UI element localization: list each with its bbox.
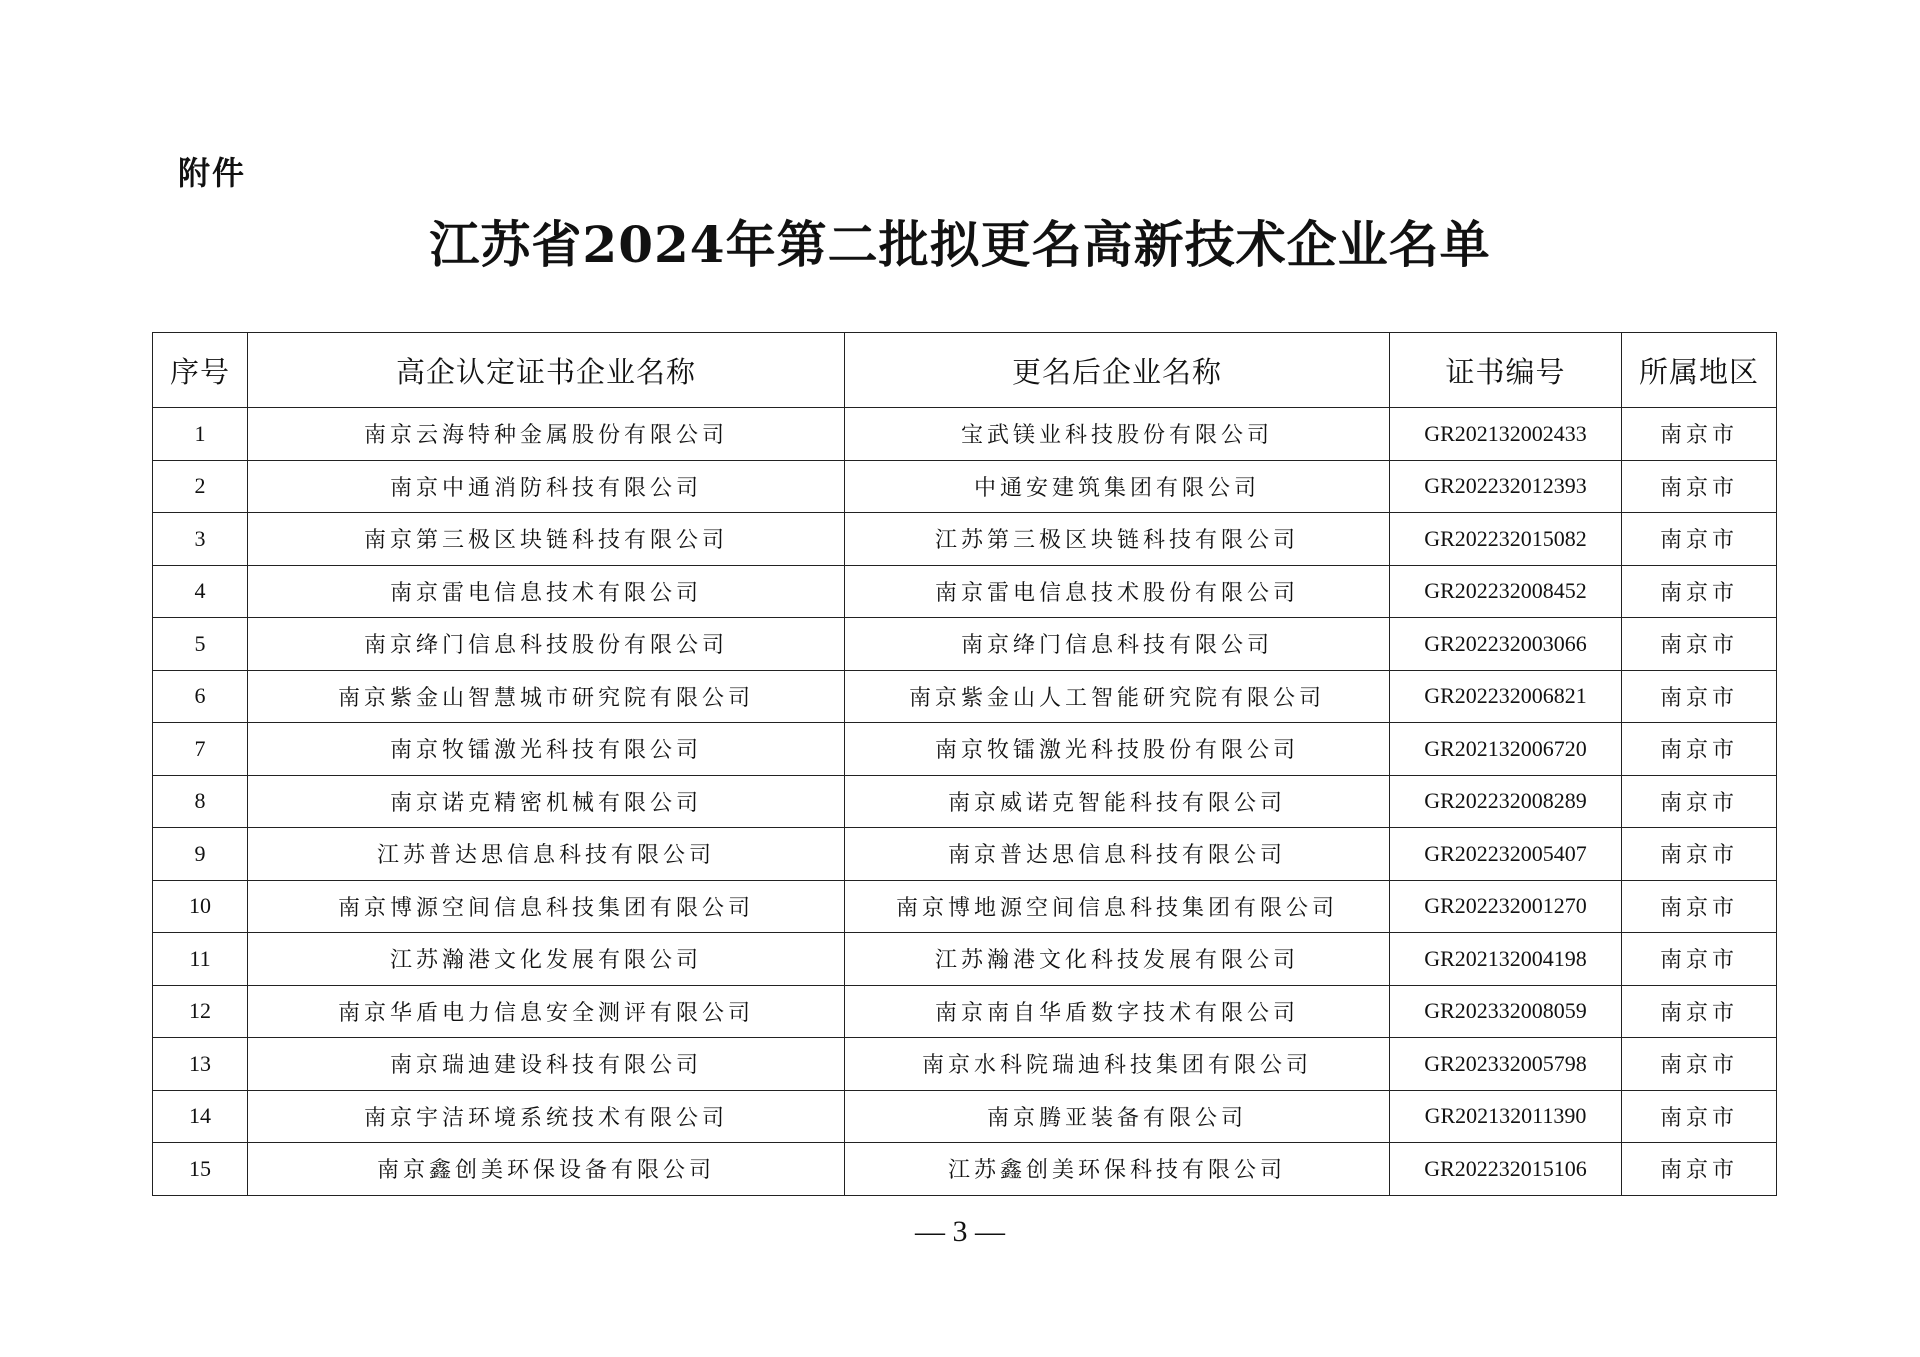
row-new-name: 中通安建筑集团有限公司 <box>845 460 1390 513</box>
row-new-name: 江苏瀚港文化科技发展有限公司 <box>845 933 1390 986</box>
row-original-name: 南京云海特种金属股份有限公司 <box>248 408 845 461</box>
row-certificate-no: GR202332005798 <box>1390 1038 1622 1091</box>
table-row <box>153 880 1777 933</box>
row-index: 9 <box>153 828 248 881</box>
row-new-name: 南京博地源空间信息科技集团有限公司 <box>845 880 1390 933</box>
row-index: 10 <box>153 880 248 933</box>
row-certificate-no: GR202232015106 <box>1390 1143 1622 1196</box>
row-index: 2 <box>153 460 248 513</box>
row-original-name: 江苏瀚港文化发展有限公司 <box>248 933 845 986</box>
table-row <box>153 513 1777 566</box>
row-certificate-no: GR202232006821 <box>1390 670 1622 723</box>
row-new-name: 南京南自华盾数字技术有限公司 <box>845 985 1390 1038</box>
row-index: 1 <box>153 408 248 461</box>
header-region: 所属地区 <box>1622 333 1777 408</box>
row-index: 7 <box>153 723 248 776</box>
row-certificate-no: GR202232005407 <box>1390 828 1622 881</box>
row-region: 南京市 <box>1622 1038 1777 1091</box>
header-index: 序号 <box>153 333 248 408</box>
row-original-name: 南京鑫创美环保设备有限公司 <box>248 1143 845 1196</box>
table-row <box>153 1143 1777 1196</box>
table-header-row <box>153 333 1777 408</box>
row-region: 南京市 <box>1622 408 1777 461</box>
table-row <box>153 775 1777 828</box>
row-region: 南京市 <box>1622 1090 1777 1143</box>
row-original-name: 南京华盾电力信息安全测评有限公司 <box>248 985 845 1038</box>
row-certificate-no: GR202132004198 <box>1390 933 1622 986</box>
row-original-name: 南京博源空间信息科技集团有限公司 <box>248 880 845 933</box>
row-certificate-no: GR202232012393 <box>1390 460 1622 513</box>
row-region: 南京市 <box>1622 460 1777 513</box>
row-certificate-no: GR202232003066 <box>1390 618 1622 671</box>
table-row <box>153 1090 1777 1143</box>
row-certificate-no: GR202132011390 <box>1390 1090 1622 1143</box>
row-index: 14 <box>153 1090 248 1143</box>
row-region: 南京市 <box>1622 513 1777 566</box>
row-new-name: 南京普达思信息科技有限公司 <box>845 828 1390 881</box>
table-row <box>153 670 1777 723</box>
header-certificate-no: 证书编号 <box>1390 333 1622 408</box>
row-region: 南京市 <box>1622 565 1777 618</box>
row-original-name: 南京绛门信息科技股份有限公司 <box>248 618 845 671</box>
row-new-name: 南京紫金山人工智能研究院有限公司 <box>845 670 1390 723</box>
row-new-name: 南京牧镭激光科技股份有限公司 <box>845 723 1390 776</box>
table-row <box>153 985 1777 1038</box>
row-region: 南京市 <box>1622 828 1777 881</box>
row-index: 4 <box>153 565 248 618</box>
row-original-name: 南京紫金山智慧城市研究院有限公司 <box>248 670 845 723</box>
row-certificate-no: GR202232015082 <box>1390 513 1622 566</box>
table-row <box>153 565 1777 618</box>
row-index: 5 <box>153 618 248 671</box>
row-index: 12 <box>153 985 248 1038</box>
row-original-name: 南京第三极区块链科技有限公司 <box>248 513 845 566</box>
document-title: 江苏省2024年第二批拟更名高新技术企业名单 <box>429 215 1491 274</box>
row-certificate-no: GR202232001270 <box>1390 880 1622 933</box>
table-row <box>153 723 1777 776</box>
table-row <box>153 933 1777 986</box>
row-region: 南京市 <box>1622 723 1777 776</box>
row-index: 8 <box>153 775 248 828</box>
row-index: 13 <box>153 1038 248 1091</box>
row-index: 6 <box>153 670 248 723</box>
header-original-name: 高企认定证书企业名称 <box>248 333 845 408</box>
table-row <box>153 408 1777 461</box>
row-new-name: 南京腾亚装备有限公司 <box>845 1090 1390 1143</box>
company-rename-table <box>152 332 1777 1196</box>
row-new-name: 宝武镁业科技股份有限公司 <box>845 408 1390 461</box>
table-row <box>153 828 1777 881</box>
row-new-name: 南京绛门信息科技有限公司 <box>845 618 1390 671</box>
row-original-name: 江苏普达思信息科技有限公司 <box>248 828 845 881</box>
row-certificate-no: GR202132006720 <box>1390 723 1622 776</box>
table-row <box>153 460 1777 513</box>
row-new-name: 江苏第三极区块链科技有限公司 <box>845 513 1390 566</box>
row-new-name: 南京雷电信息技术股份有限公司 <box>845 565 1390 618</box>
row-original-name: 南京牧镭激光科技有限公司 <box>248 723 845 776</box>
row-certificate-no: GR202232008289 <box>1390 775 1622 828</box>
page-number: — 3 — <box>915 1215 1005 1248</box>
row-region: 南京市 <box>1622 670 1777 723</box>
row-index: 3 <box>153 513 248 566</box>
row-new-name: 江苏鑫创美环保科技有限公司 <box>845 1143 1390 1196</box>
row-region: 南京市 <box>1622 1143 1777 1196</box>
row-certificate-no: GR202132002433 <box>1390 408 1622 461</box>
row-index: 11 <box>153 933 248 986</box>
row-original-name: 南京宇洁环境系统技术有限公司 <box>248 1090 845 1143</box>
row-original-name: 南京瑞迪建设科技有限公司 <box>248 1038 845 1091</box>
row-original-name: 南京诺克精密机械有限公司 <box>248 775 845 828</box>
row-certificate-no: GR202232008452 <box>1390 565 1622 618</box>
table-row <box>153 618 1777 671</box>
row-index: 15 <box>153 1143 248 1196</box>
row-region: 南京市 <box>1622 775 1777 828</box>
row-region: 南京市 <box>1622 618 1777 671</box>
row-new-name: 南京威诺克智能科技有限公司 <box>845 775 1390 828</box>
row-region: 南京市 <box>1622 985 1777 1038</box>
table-row <box>153 1038 1777 1091</box>
row-original-name: 南京中通消防科技有限公司 <box>248 460 845 513</box>
row-region: 南京市 <box>1622 880 1777 933</box>
row-certificate-no: GR202332008059 <box>1390 985 1622 1038</box>
attachment-label: 附件 <box>178 154 247 192</box>
header-new-name: 更名后企业名称 <box>845 333 1390 408</box>
row-original-name: 南京雷电信息技术有限公司 <box>248 565 845 618</box>
row-region: 南京市 <box>1622 933 1777 986</box>
row-new-name: 南京水科院瑞迪科技集团有限公司 <box>845 1038 1390 1091</box>
